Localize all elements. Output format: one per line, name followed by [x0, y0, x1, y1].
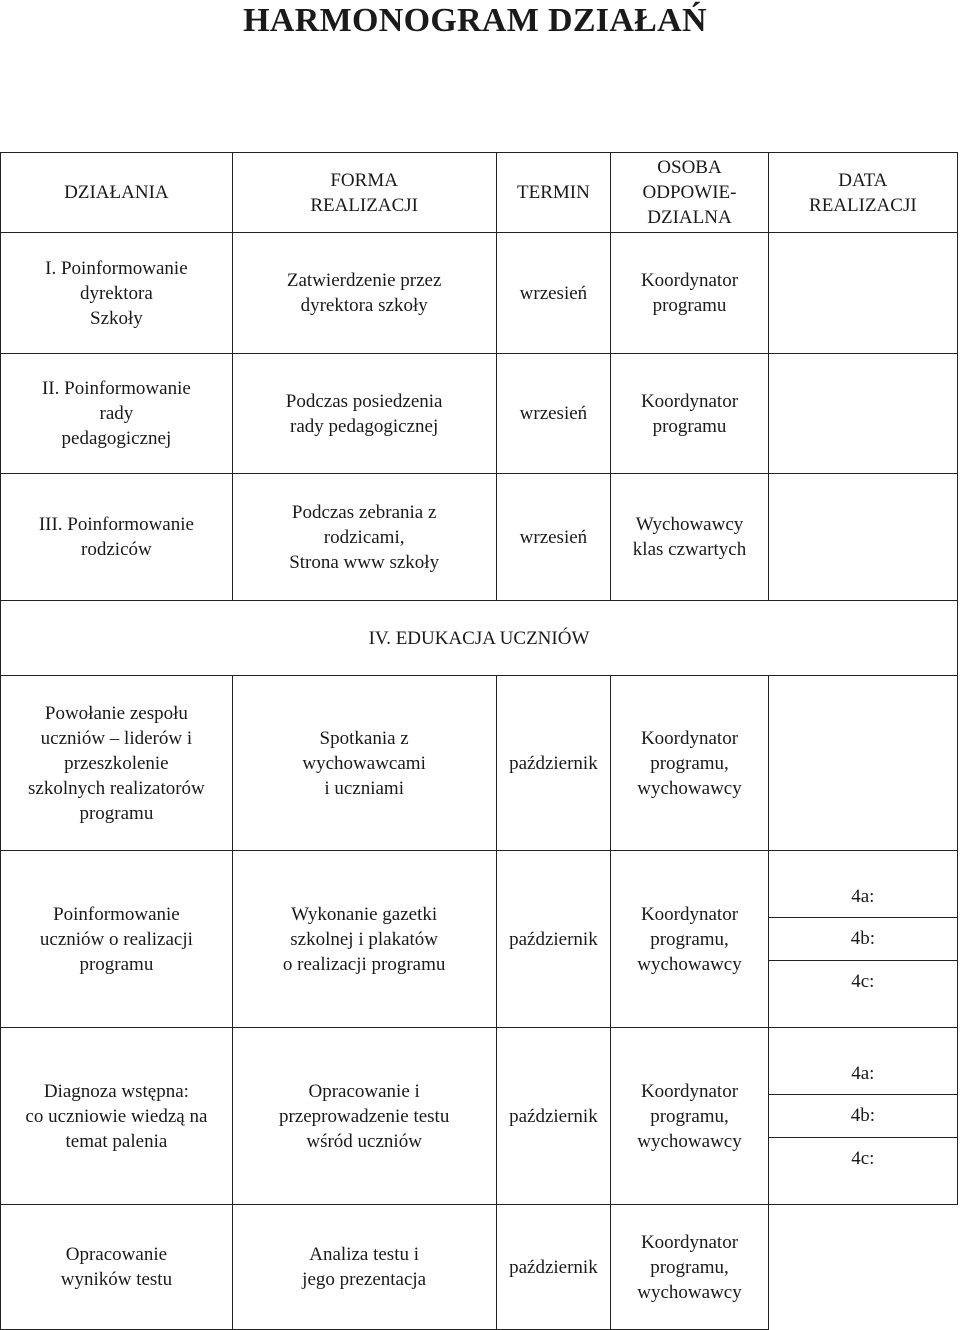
cell-dzialania: I. Poinformowanie dyrektora Szkoły — [1, 233, 233, 354]
cell-data — [768, 233, 957, 354]
cell-data — [768, 1205, 957, 1330]
cell-dzialania: Opracowanie wyników testu — [1, 1205, 233, 1330]
cell-forma: Podczas zebrania z rodzicami, Strona www szkoły — [232, 474, 496, 601]
header-row — [1, 153, 958, 233]
cell-termin: wrzesień — [496, 233, 611, 354]
cell-forma: Spotkania z wychowawcami i uczniami — [232, 676, 496, 851]
table-row — [1, 851, 958, 1028]
table-row — [1, 233, 958, 354]
header-forma: FORMA REALIZACJI — [232, 153, 496, 233]
cell-termin: październik — [496, 1028, 611, 1205]
date-4b: 4b: — [769, 1095, 957, 1137]
cell-termin: październik — [496, 1205, 611, 1330]
cell-osoba: Koordynator programu — [611, 354, 768, 474]
cell-osoba: Koordynator programu, wychowawcy — [611, 676, 768, 851]
date-4a: 4a: — [769, 1053, 957, 1095]
cell-data — [768, 354, 957, 474]
cell-forma: Analiza testu i jego prezentacja — [232, 1205, 496, 1330]
schedule-table — [0, 152, 958, 1330]
cell-osoba: Wychowawcy klas czwartych — [611, 474, 768, 601]
cell-data — [768, 676, 957, 851]
header-dzialania: DZIAŁANIA — [1, 153, 233, 233]
table-row — [1, 1028, 958, 1205]
header-data: DATA REALIZACJI — [768, 153, 957, 233]
date-4c: 4c: — [851, 1147, 875, 1169]
cell-forma: Zatwierdzenie przez dyrektora szkoły — [232, 233, 496, 354]
cell-dzialania: II. Poinformowanie rady pedagogicznej — [1, 354, 233, 474]
cell-termin: wrzesień — [496, 354, 611, 474]
date-4a: 4a: — [769, 876, 957, 918]
table-row — [1, 676, 958, 851]
section-row — [1, 601, 958, 676]
cell-termin: październik — [496, 676, 611, 851]
cell-data — [768, 851, 957, 1028]
cell-osoba: Koordynator programu, wychowawcy — [611, 1205, 768, 1330]
header-osoba: OSOBA ODPOWIE- DZIALNA — [611, 153, 768, 233]
cell-data — [768, 1028, 957, 1205]
header-termin: TERMIN — [496, 153, 611, 233]
page-title: HARMONOGRAM DZIAŁAŃ — [243, 2, 707, 39]
section-heading: IV. EDUKACJA UCZNIÓW — [1, 601, 958, 676]
cell-osoba: Koordynator programu, wychowawcy — [611, 851, 768, 1028]
cell-termin: wrzesień — [496, 474, 611, 601]
cell-osoba: Koordynator programu — [611, 233, 768, 354]
cell-dzialania: III. Poinformowanie rodziców — [1, 474, 233, 601]
cell-dzialania: Poinformowanie uczniów o realizacji programu — [1, 851, 233, 1028]
table-row — [1, 1205, 958, 1330]
table-row — [1, 354, 958, 474]
cell-osoba: Koordynator programu, wychowawcy — [611, 1028, 768, 1205]
cell-dzialania: Powołanie zespołu uczniów – liderów i przeszkolenie szkolnych realizatorów programu — [1, 676, 233, 851]
date-4c: 4c: — [851, 970, 875, 992]
cell-termin: październik — [496, 851, 611, 1028]
table-row — [1, 474, 958, 601]
cell-forma: Podczas posiedzenia rady pedagogicznej — [232, 354, 496, 474]
date-4b: 4b: — [769, 918, 957, 960]
cell-forma: Wykonanie gazetki szkolnej i plakatów o realizacji programu — [232, 851, 496, 1028]
cell-dzialania: Diagnoza wstępna: co uczniowie wiedzą na temat palenia — [1, 1028, 233, 1205]
cell-forma: Opracowanie i przeprowadzenie testu wśród uczniów — [232, 1028, 496, 1205]
cell-data — [768, 474, 957, 601]
